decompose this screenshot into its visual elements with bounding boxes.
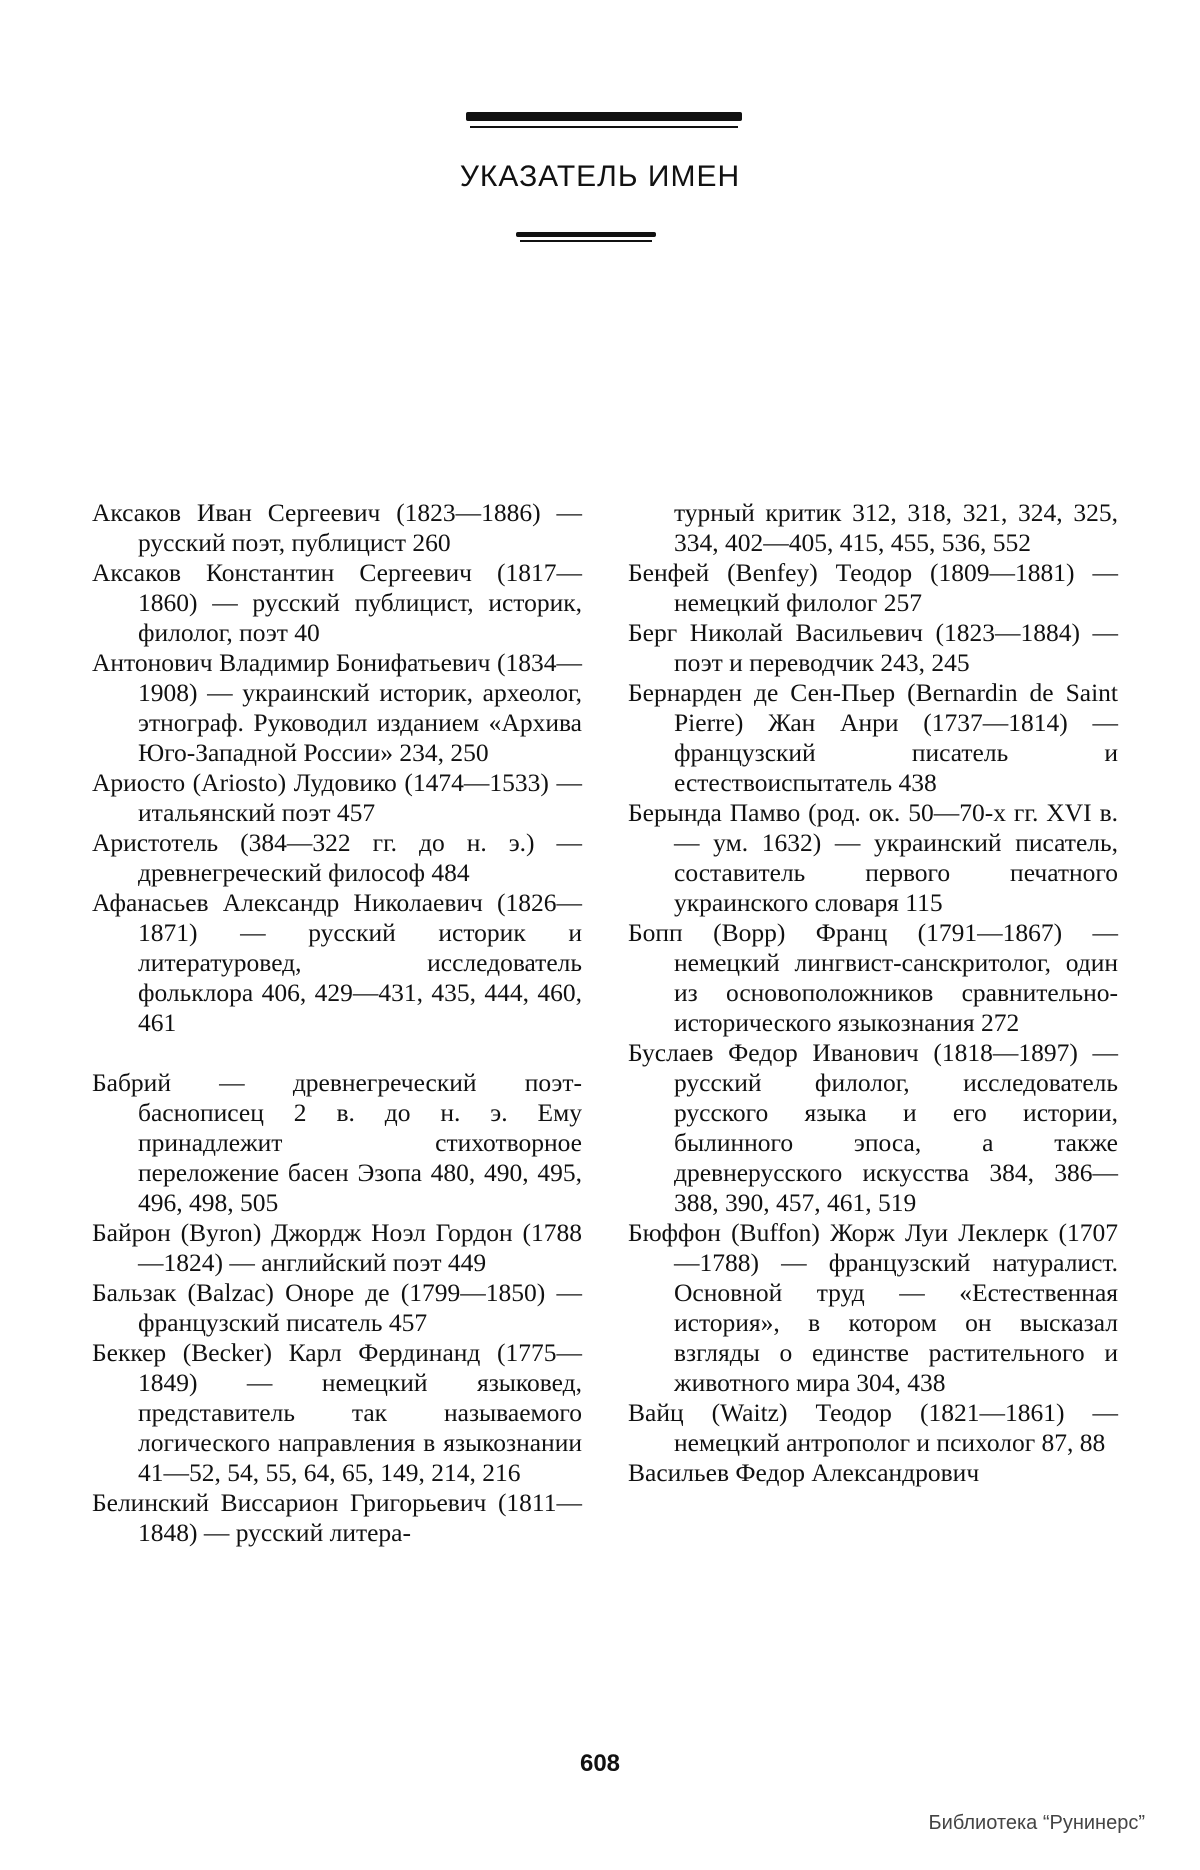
index-heading: УКАЗАТЕЛЬ ИМЕН (459, 160, 741, 193)
index-entry-berynda: Берында Памво (род. ок. 50—70-х гг. XVI в. — ум. 1632) — украинский писатель, составитель первого печатного украинского словаря 115 (628, 798, 1118, 917)
index-entry-buffon: Бюффон (Buffon) Жорж Луи Леклерк (1707—1788) — французский натуралист. Основной труд — «Естественная история», в котором он высказал взгляды о единстве растительного и животного мира 304, 438 (628, 1218, 1118, 1397)
index-entry-waitz: Вайц (Waitz) Теодор (1821—1861) — немецкий антрополог и психолог 87, 88 (628, 1398, 1118, 1457)
index-entry-buslaev: Буслаев Федор Иванович (1818—1897) — русский филолог, исследователь русского языка и его истории, былинного эпоса, а также древнерусского искусства 384, 386—388, 390, 457, 461, 519 (628, 1038, 1118, 1217)
index-entry-benfey: Бенфей (Benfey) Теодор (1809—1881) — немецкий филолог 257 (628, 558, 1118, 617)
index-entry-belinsky: Белинский Виссарион Григорьевич (1811—1848) — русский литера- (92, 1488, 582, 1547)
index-entry-aristotle: Аристотель (384—322 гг. до н. э.) — древнегреческий философ 484 (92, 828, 582, 887)
index-entry-ariosto: Ариосто (Ariosto) Лудовико (1474—1533) — итальянский поэт 457 (92, 768, 582, 827)
index-entry-balzac: Бальзак (Balzac) Оноре де (1799—1850) — французский писатель 457 (92, 1278, 582, 1337)
index-entry-byron: Байрон (Byron) Джордж Ноэл Гордон (1788—1824) — английский поэт 449 (92, 1218, 582, 1277)
index-entry-becker: Беккер (Becker) Карл Фердинанд (1775—1849) — немецкий языковед, представитель так называемого логического направления в языкознании 41—52, 54, 55, 64, 65, 149, 214, 216 (92, 1338, 582, 1487)
index-entry-aksakov-konstantin: Аксаков Константин Сергеевич (1817—1860) — русский публицист, историк, филолог, поэт 40 (92, 558, 582, 647)
index-entry-antonovich: Антонович Владимир Бонифатьевич (1834—1908) — украинский историк, археолог, этнограф. Руководил изданием «Архива Юго-Западной России» 234, 250 (92, 648, 582, 767)
top-ornament-thin-rule (470, 126, 738, 128)
left-column (92, 498, 582, 1548)
index-entry-aksakov-ivan: Аксаков Иван Сергеевич (1823—1886) — русский поэт, публицист 260 (92, 498, 582, 557)
letter-group-gap (92, 1038, 582, 1068)
index-entry-berg: Берг Николай Васильевич (1823—1884) — поэт и переводчик 243, 245 (628, 618, 1118, 677)
index-entry-babriy: Бабрий — древнегреческий поэт-баснописец 2 в. до н. э. Ему принадлежит стихотворное переложение басен Эзопа 480, 490, 495, 496, 498, 505 (92, 1068, 582, 1217)
index-entry-afanasyev: Афанасьев Александр Николаевич (1826—1871) — русский историк и литературовед, исследователь фольклора 406, 429—431, 435, 444, 460, 461 (92, 888, 582, 1037)
index-entry-bernardin: Бернарден де Сен-Пьер (Bernardin de Saint Pierre) Жан Анри (1737—1814) — французский писатель и естествоиспытатель 438 (628, 678, 1118, 797)
library-mark: Библиотека “Рунинерс” (928, 1812, 1145, 1834)
page-number: 608 (579, 1750, 621, 1777)
bottom-ornament-thin-rule (520, 240, 652, 242)
index-entry-bopp: Бопп (Bopp) Франц (1791—1867) — немецкий лингвист-санскритолог, один из основоположников сравнительно-исторического языкознания 272 (628, 918, 1118, 1037)
right-column (628, 498, 1118, 1488)
bottom-ornament-rule (516, 232, 656, 237)
index-entry-vasilyev: Васильев Федор Александрович (628, 1458, 980, 1487)
top-ornament-rule (466, 112, 742, 121)
index-entry-belinsky-continued: турный критик 312, 318, 321, 324, 325, 334, 402—405, 415, 455, 536, 552 (674, 498, 1118, 557)
